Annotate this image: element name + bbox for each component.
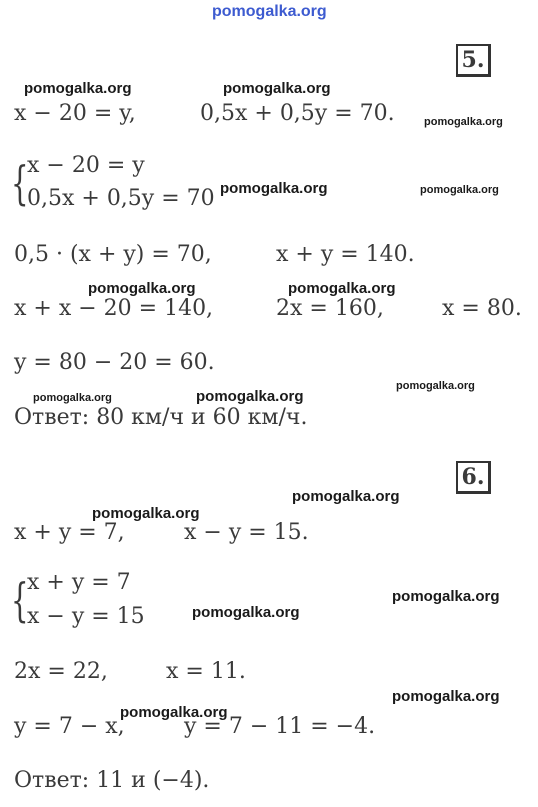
watermark: pomogalka.org — [88, 280, 196, 297]
task-5-step-1b: x + y = 140. — [276, 242, 415, 267]
watermark: pomogalka.org — [392, 588, 500, 605]
task-5-system-line-1: x − 20 = y — [27, 153, 145, 178]
task-6-step-2b: y = 7 − 11 = −4. — [184, 714, 376, 739]
watermark: pomogalka.org — [33, 392, 112, 404]
watermark: pomogalka.org — [24, 80, 132, 97]
task-5-number: 5. — [456, 44, 491, 77]
watermark: pomogalka.org — [92, 505, 200, 522]
task-5-equation-1: x − 20 = y, — [14, 101, 136, 126]
task-6-step-2a: y = 7 − x, — [14, 714, 125, 739]
watermark: pomogalka.org — [223, 80, 331, 97]
watermark: pomogalka.org — [196, 388, 304, 405]
system-brace: { — [11, 156, 29, 210]
task-5-answer: Ответ: 80 км/ч и 60 км/ч. — [14, 405, 308, 430]
task-5-step-2c: x = 80. — [442, 296, 522, 321]
watermark: pomogalka.org — [220, 180, 328, 197]
task-6-equation-1: x + y = 7, — [14, 520, 125, 545]
task-5-step-2b: 2x = 160, — [276, 296, 384, 321]
task-5-equation-2: 0,5x + 0,5y = 70. — [200, 101, 395, 126]
task-6-number: 6. — [456, 461, 491, 494]
task-6-equation-2: x − y = 15. — [184, 520, 309, 545]
task-5-system-line-2: 0,5x + 0,5y = 70 — [27, 186, 215, 211]
task-5-step-3: y = 80 − 20 = 60. — [14, 350, 215, 375]
task-6-step-1b: x = 11. — [166, 659, 246, 684]
task-6-system-line-1: x + y = 7 — [27, 570, 131, 595]
system-brace: { — [11, 573, 29, 627]
watermark: pomogalka.org — [424, 116, 503, 128]
watermark-top[interactable]: pomogalka.org — [212, 3, 327, 20]
task-6-answer: Ответ: 11 и (−4). — [14, 768, 210, 793]
watermark: pomogalka.org — [120, 704, 228, 721]
task-6-step-1a: 2x = 22, — [14, 659, 108, 684]
watermark: pomogalka.org — [288, 280, 396, 297]
watermark: pomogalka.org — [392, 688, 500, 705]
watermark: pomogalka.org — [396, 380, 475, 392]
task-5-step-2a: x + x − 20 = 140, — [14, 296, 214, 321]
task-6-system-line-2: x − y = 15 — [27, 604, 145, 629]
watermark: pomogalka.org — [192, 604, 300, 621]
watermark: pomogalka.org — [420, 184, 499, 196]
watermark: pomogalka.org — [292, 488, 400, 505]
task-5-step-1a: 0,5 · (x + y) = 70, — [14, 242, 212, 267]
